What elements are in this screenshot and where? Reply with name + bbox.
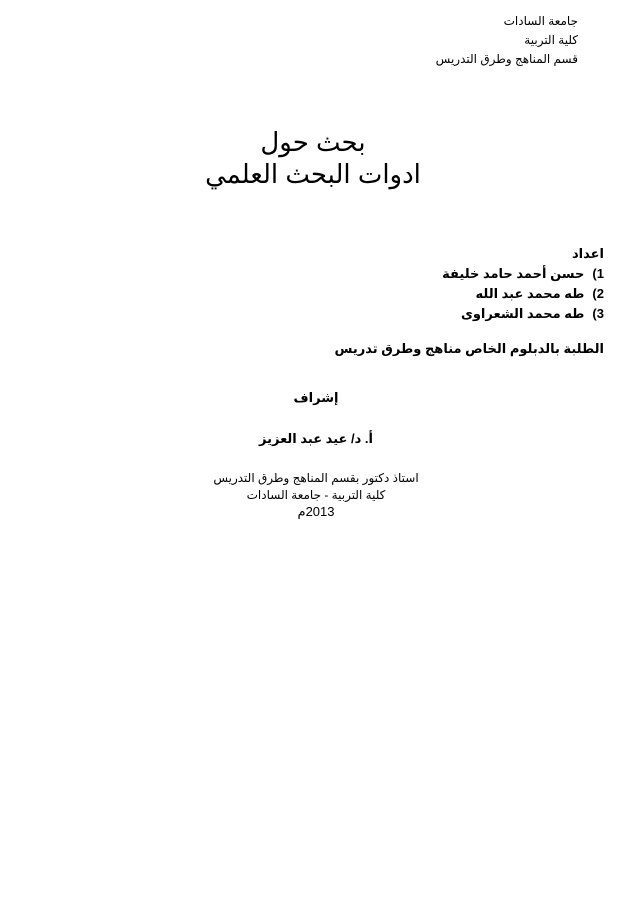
- supervisor-position: استاذ دكتور بقسم المناهج وطرق التدريس: [213, 471, 419, 485]
- author-name: طه محمد الشعراوى: [460, 306, 585, 321]
- university-name: جامعة السادات: [503, 14, 578, 28]
- department-name: قسم المناهج وطرق التدريس: [435, 52, 578, 66]
- document-year: 2013م: [297, 504, 335, 519]
- prepared-by-label: اعداد: [572, 246, 604, 261]
- supervisor-affiliation: كلية التربية - جامعة السادات: [246, 488, 386, 502]
- supervision-label: إشراف: [293, 390, 339, 405]
- author-name: حسن أحمد حامد خليفة: [442, 266, 585, 281]
- students-program-note: الطلبة بالدبلوم الخاص مناهج وطرق تدريس: [334, 341, 604, 356]
- author-name: طه محمد عبد الله: [475, 286, 585, 301]
- faculty-name: كلية التربية: [524, 33, 578, 47]
- author-number: 3): [592, 306, 604, 321]
- supervisor-name: أ. د/ عيد عبد العزيز: [259, 431, 373, 446]
- author-item: [461, 305, 604, 322]
- title-line-1: بحث حول: [260, 127, 366, 157]
- author-item: [442, 265, 604, 282]
- author-number: 1): [592, 266, 604, 281]
- title-line-2: ادوات البحث العلمي: [205, 159, 421, 189]
- author-item: [476, 285, 604, 302]
- author-number: 2): [592, 286, 604, 301]
